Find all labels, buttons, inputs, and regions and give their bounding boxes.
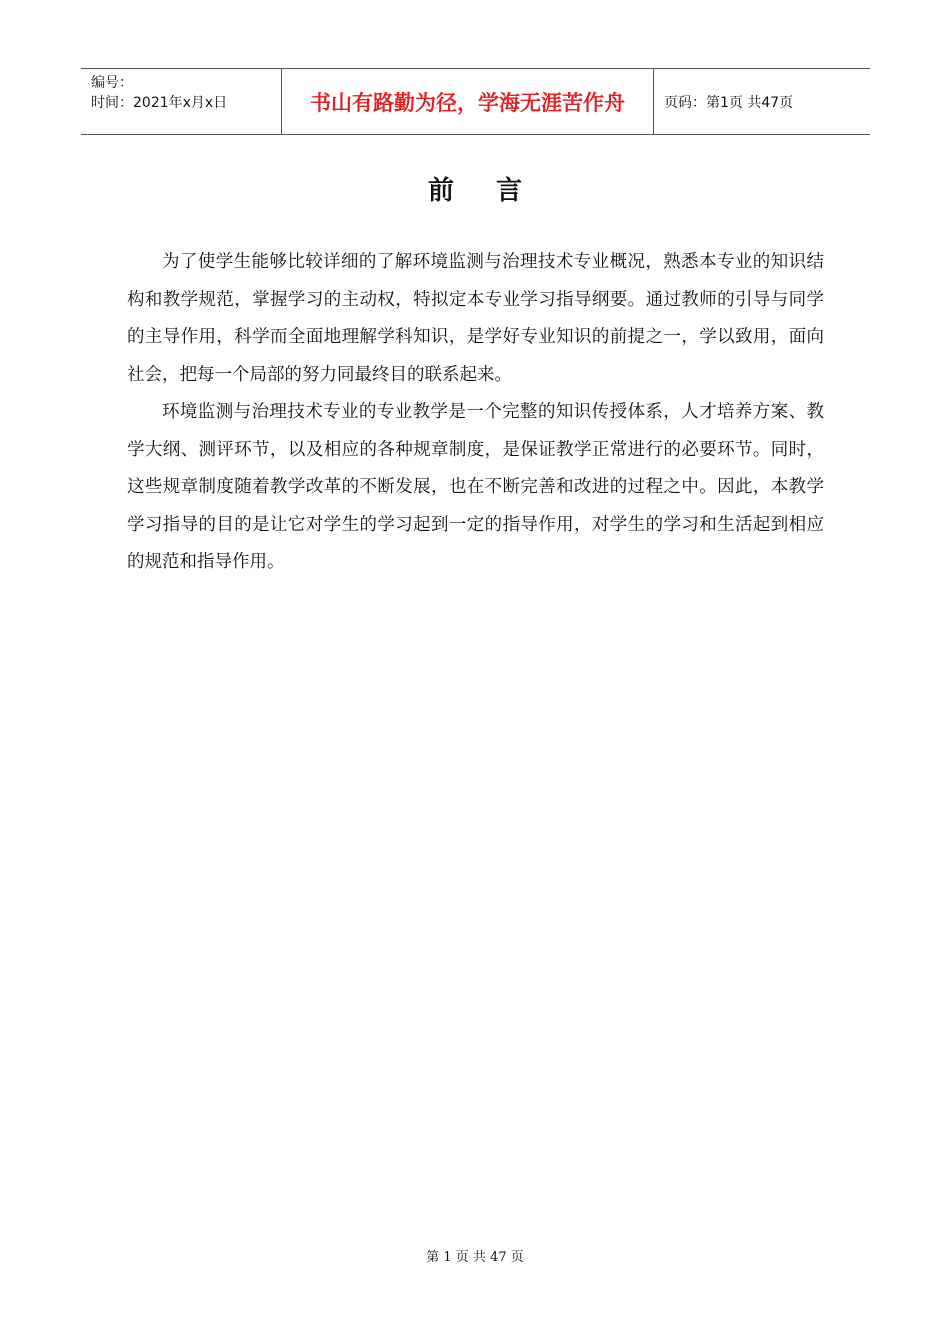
- paragraph-1: 为了使学生能够比较详细的了解环境监测与治理技术专业概况，熟悉本专业的知识结构和教学规范，掌握学习的主动权，特拟定本专业学习指导纲要。通过教师的引导与同学的主导作用，科学而全面地理解学科知识，是学好专业知识的前提之一，学以致用，面向社会，把每一个局部的努力同最终目的联系起来。: [127, 252, 824, 385]
- page-title: 前言: [427, 176, 564, 206]
- body-text: [127, 244, 824, 582]
- header-page-info: 页码：第1页 共47页: [664, 94, 794, 111]
- paragraph-2: 环境监测与治理技术专业的专业教学是一个完整的知识传授体系，人才培养方案、教学大纲、测评环节，以及相应的各种规章制度，是保证教学正常进行的必要环节。同时，这些规章制度随着教学改革的不断发展，也在不断完善和改进的过程之中。因此，本教学学习指导的目的是让它对学生的学习起到一定的指导作用，对学生的学习和生活起到相应的规范和指导作用。: [127, 402, 824, 572]
- document-number-label: 编号：: [91, 75, 133, 91]
- header-motto-cell: [281, 69, 654, 134]
- document-time-label: 时间：2021年x月x日: [91, 95, 228, 111]
- header-meta: [81, 69, 281, 134]
- header-motto: 书山有路勤为径，学海无涯苦作舟: [310, 90, 625, 115]
- header-page-info-cell: [654, 69, 870, 134]
- page-footer: 第 1 页 共 47 页: [426, 1250, 524, 1265]
- page-header: [81, 68, 870, 135]
